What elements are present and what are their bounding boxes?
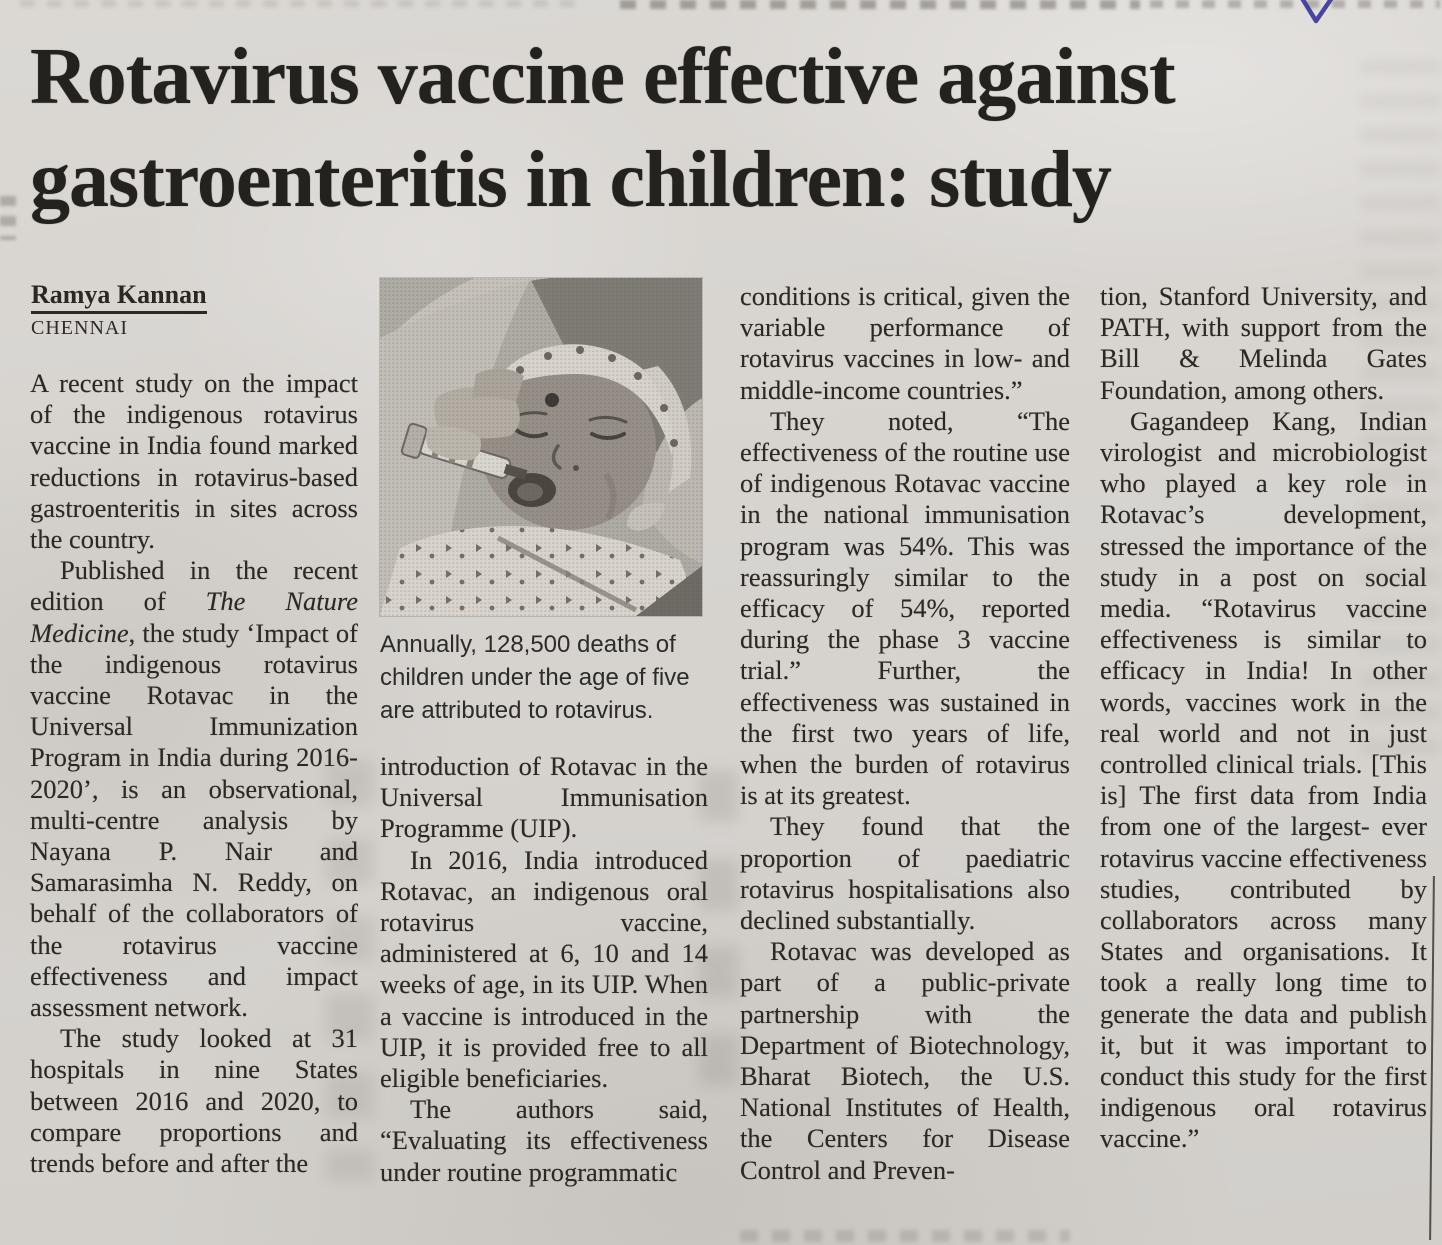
article-headline [30,26,1175,232]
article-paragraph: They found that the proportion of paediatric rotavirus hospitalisations also declined substantially. [740,811,1070,936]
article-paragraph: A recent study on the impact of the indigenous rotavirus vaccine in India found marked reductions in rotavirus-based gastroenteritis in sites across the country. [30,368,358,555]
article-column-2 [380,751,708,1245]
article-column-3 [740,281,1070,1245]
bleed-through-mark [0,196,16,240]
headline-line-1: Rotavirus vaccine effective against [30,33,1175,121]
article-paragraph: Gagandeep Kang, Indian virologist and microbiologist who played a key role in Rotavac’s development, stressed the importance of the study in a post on social media. “Rotavirus vaccine effectiveness is similar to efficacy in India! In other words, vaccines work in the real world and not in just controlled clinical trials. [This is] The first data from India from one of the largest- ever rotavirus vaccine effectiveness studies, contributed by collaborators across many States and organisations. It took a really long time to generate the data and publish it, but it was important to conduct this study for the first indigenous oral rotavirus vaccine.” [1100,405,1427,1154]
dateline: CHENNAI [31,317,128,339]
bleed-through-mark [620,0,1140,9]
article-column-1 [30,368,358,1245]
article-paragraph: The authors said, “Evaluating its effectiveness under routine programmatic [380,1094,708,1187]
article-paragraph: conditions is critical, given the variable performance of rotavirus vaccines in low- and middle-income countries.” [740,281,1070,405]
article-paragraph: The study looked at 31 hospitals in nine States between 2016 and 2020, to compare proportions and trends before and after the [30,1023,358,1179]
byline-author: Ramya Kannan [31,281,207,314]
vaccine-photo-illustration [380,278,702,616]
pen-mark [1285,0,1355,34]
article-photo [380,278,702,616]
article-paragraph: Published in the recent edition of The Nature Medicine, the study ‘Impact of the indigenous rotavirus vaccine Rotavac in the Universal Immunization Program in India during 2016-2020’, is an observational, multi-centre analysis by Nayana P. Nair and Samarasimha N. Reddy, on behalf of the collaborators of the rotavirus vaccine effectiveness and impact assessment network. [30,555,358,1023]
headline-line-2: gastroenteritis in children: study [30,136,1111,224]
article-paragraph: They noted, “The effectiveness of the routine use of indigenous Rotavac vaccine in the national immunisation program was 54%. This was reassuringly similar to the efficacy of 54%, reported during the phase 3 vaccine trial.” Further, the effectiveness was sustained in the first two years of life, when the burden of rotavirus is at its greatest. [740,405,1070,811]
photo-caption: Annually, 128,500 deaths of children under the age of five are attributed to rotavirus. [380,631,690,724]
article-paragraph: introduction of Rotavac in the Universal Immunisation Programme (UIP). [380,751,708,844]
article-paragraph: tion, Stanford University, and PATH, with support from the Bill & Melinda Gates Foundation, among others. [1100,281,1427,405]
article-column-4 [1100,281,1427,1245]
article-paragraph: In 2016, India introduced Rotavac, an indigenous oral rotavirus vaccine, administered at 6, 10 and 14 weeks of age, in its UIP. When a vaccine is introduced in the UIP, it is provided free to all eligible beneficiaries. [380,844,708,1094]
article-paragraph: Rotavac was developed as part of a public-private partnership with the Department of Biotechnology, Bharat Biotech, the U.S. National Institutes of Health, the Centers for Disease Control and Preven- [740,936,1070,1185]
column-rule [1429,876,1435,1240]
bleed-through-mark [20,0,580,7]
